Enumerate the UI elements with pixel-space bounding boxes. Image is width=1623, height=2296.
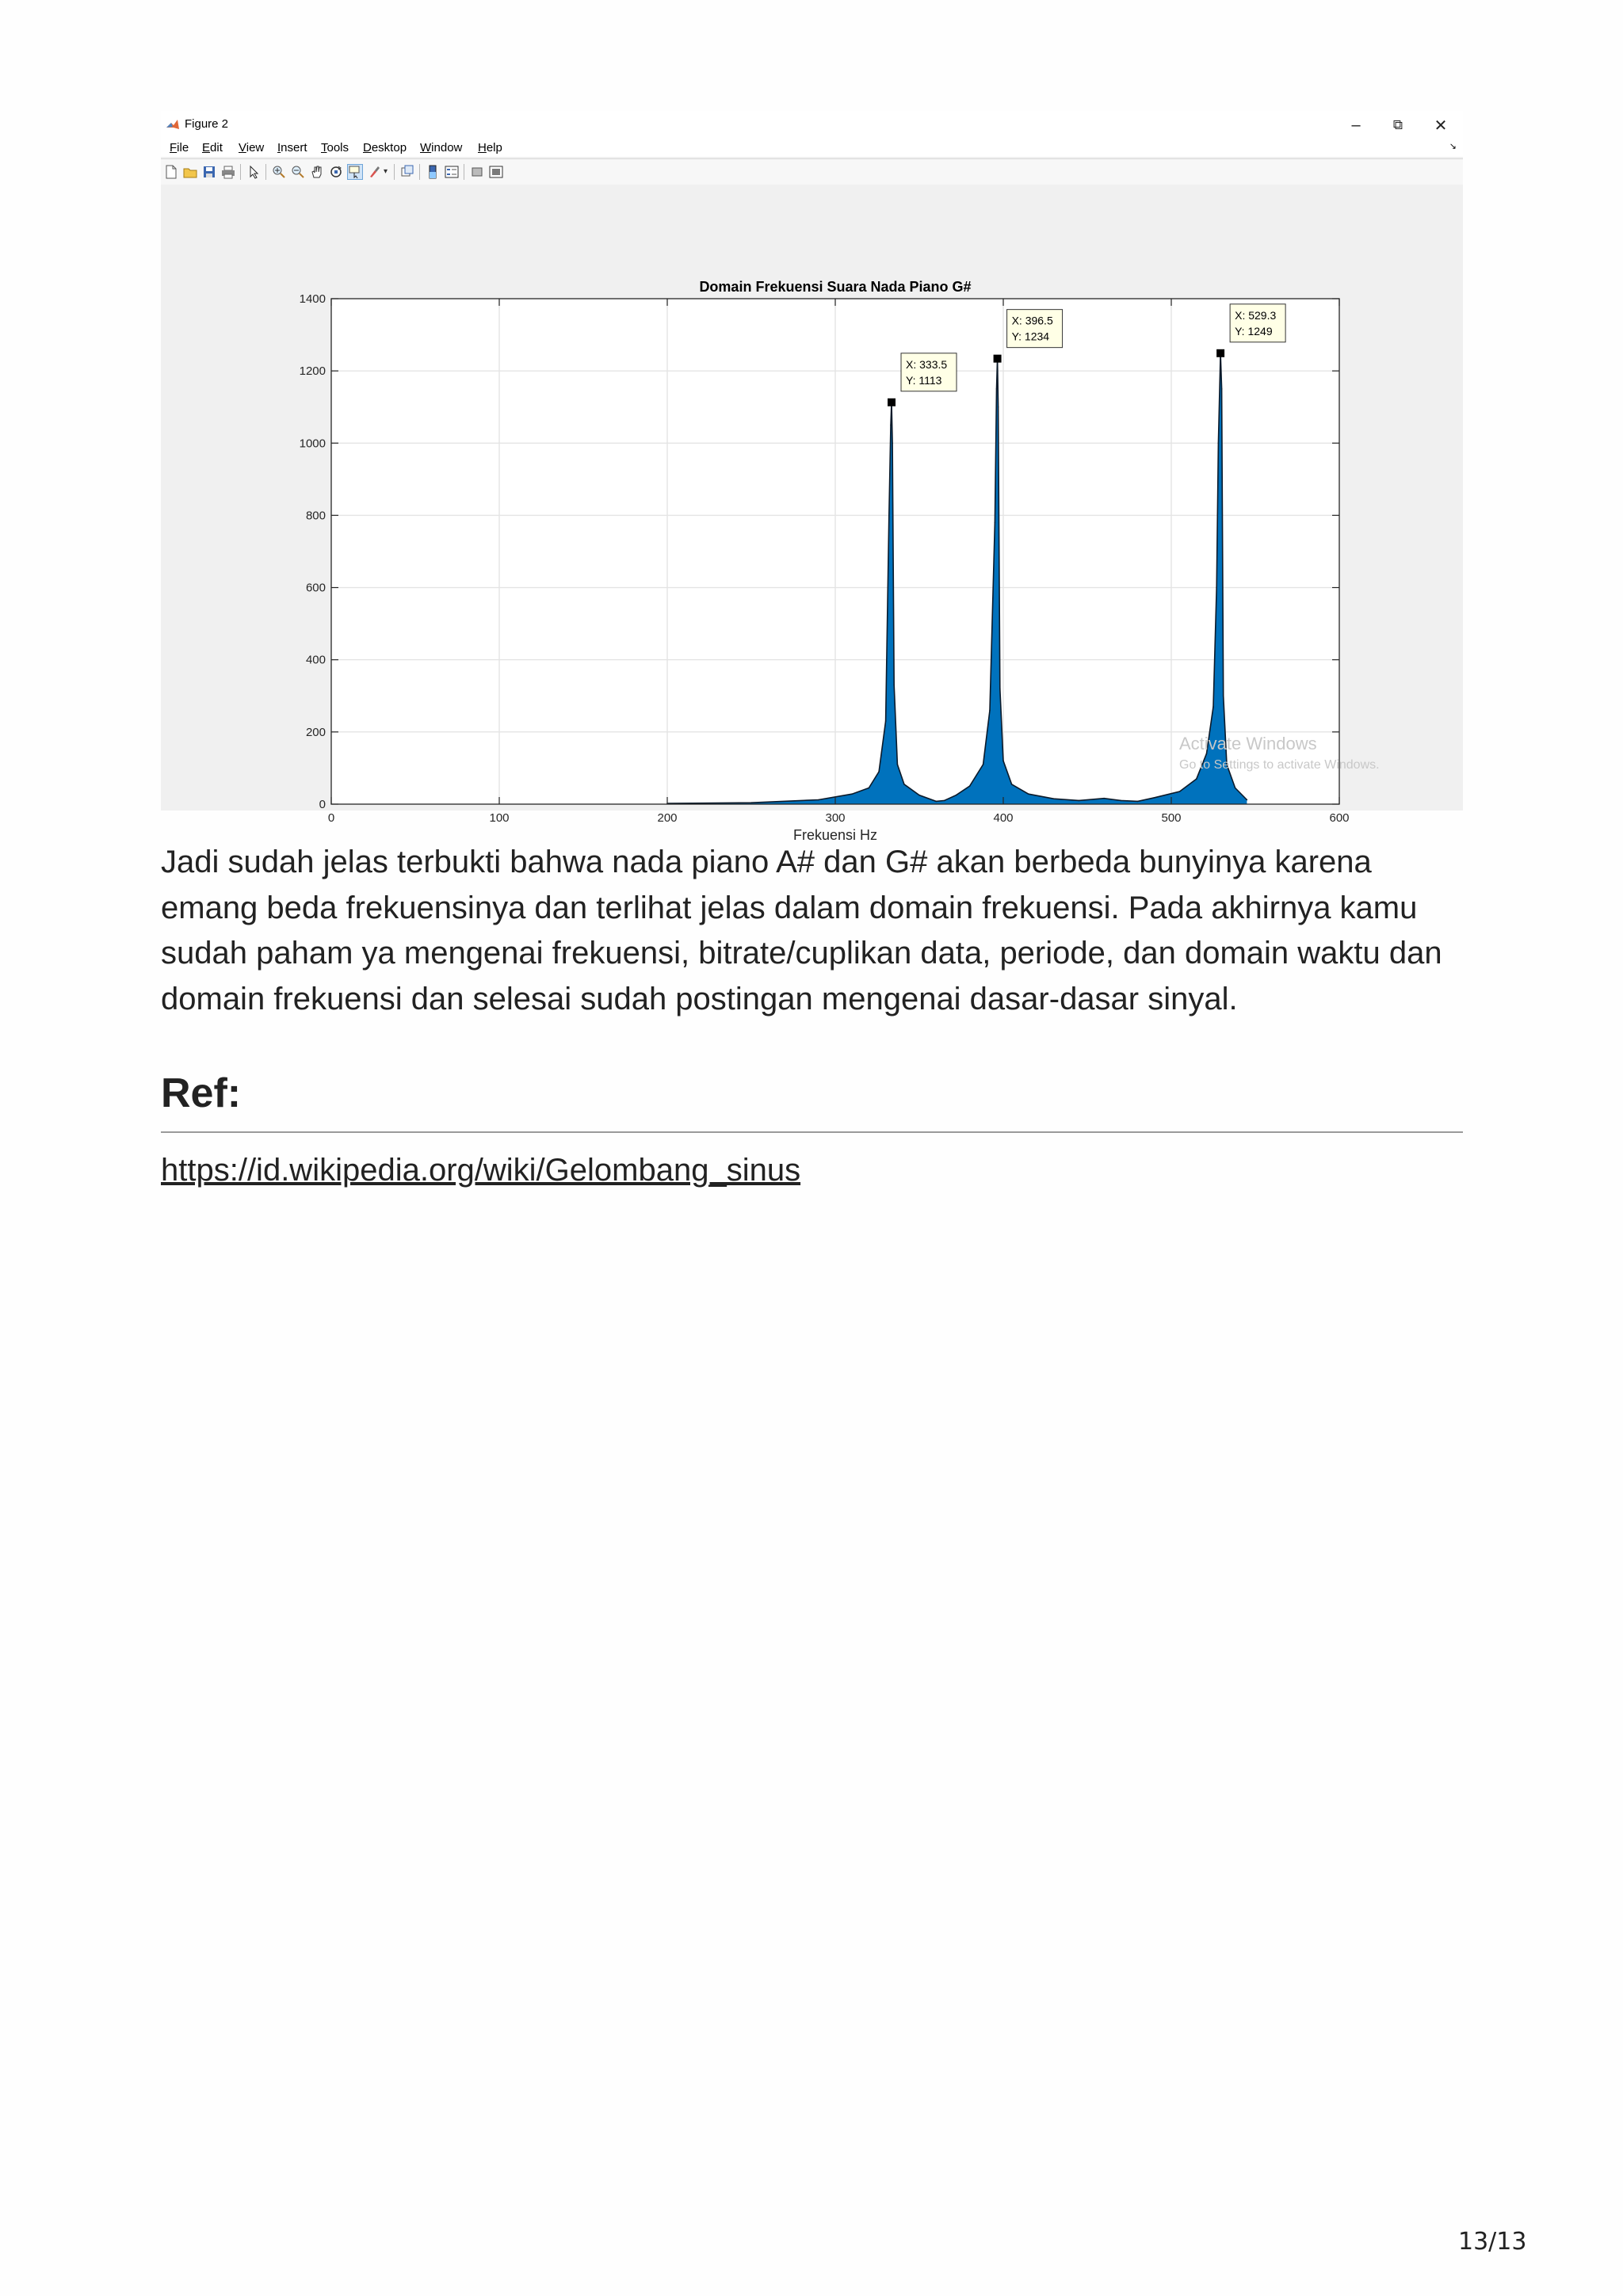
x-tick-label: 200 <box>657 811 678 825</box>
minimize-button[interactable]: – <box>1351 116 1361 134</box>
x-axis-label: Frekuensi Hz <box>792 827 878 843</box>
data-point <box>1223 696 1224 697</box>
toolbar-separator <box>265 164 266 180</box>
figure-window <box>161 111 1463 843</box>
data-point <box>1235 788 1236 789</box>
data-point <box>893 685 895 686</box>
menu-desktop-mnemonic: D <box>363 141 372 154</box>
toolbar-separator <box>394 164 395 180</box>
chart-title: Domain Frekuensi Suara Nada Piano G# <box>699 279 972 295</box>
menu-tools-rest: ools <box>327 141 349 154</box>
window-title: Figure 2 <box>185 117 229 131</box>
data-point <box>869 788 870 789</box>
y-tick-label: 1400 <box>299 292 326 306</box>
edit-plot-icon[interactable] <box>246 165 261 179</box>
colorbar-icon[interactable] <box>426 165 440 179</box>
dock-arrow-icon[interactable]: ↘ <box>1449 142 1457 151</box>
plot-area <box>161 185 1463 843</box>
zoom-in-icon[interactable] <box>272 165 286 179</box>
menu-window-rest: indow <box>431 141 463 154</box>
data-point <box>969 785 971 787</box>
menu-edit[interactable] <box>202 141 223 154</box>
frequency-chart[interactable] <box>161 185 1463 843</box>
data-point <box>888 515 890 517</box>
menu-tools[interactable] <box>321 141 349 154</box>
menu-tools-mnemonic: T <box>321 141 327 154</box>
brush-icon[interactable] <box>367 165 381 179</box>
data-point <box>878 771 880 772</box>
rotate-3d-icon[interactable] <box>329 165 343 179</box>
menu-window-mnemonic: W <box>420 141 432 154</box>
data-point <box>998 406 999 408</box>
close-button[interactable]: ✕ <box>1434 116 1448 135</box>
title-bar <box>161 111 1463 139</box>
x-tick-label: 0 <box>327 811 335 825</box>
open-file-icon[interactable] <box>183 165 197 179</box>
data-point <box>1011 784 1013 785</box>
datatip-y-label: Y: 1234 <box>1011 330 1050 343</box>
y-tick-label: 0 <box>319 798 326 811</box>
data-point <box>983 764 984 765</box>
data-point <box>897 764 899 765</box>
datatip-marker <box>1216 349 1224 357</box>
link-plot-icon[interactable] <box>400 165 414 179</box>
data-point <box>885 720 887 722</box>
watermark-line1: Activate Windows <box>1179 734 1317 753</box>
data-point <box>1212 706 1214 707</box>
data-point <box>918 795 920 796</box>
data-point <box>1154 797 1155 799</box>
zoom-out-icon[interactable] <box>291 165 305 179</box>
restore-button[interactable]: ⧉ <box>1392 117 1403 132</box>
pan-icon[interactable] <box>310 165 324 179</box>
menu-file-rest: ile <box>177 141 189 154</box>
menu-edit-rest: dit <box>210 141 223 154</box>
data-point <box>1028 793 1029 795</box>
datatip-x-label: X: 333.5 <box>906 357 948 371</box>
datatip-x-label: X: 529.3 <box>1235 308 1277 322</box>
new-figure-icon[interactable] <box>164 165 178 179</box>
menu-window[interactable] <box>420 141 462 154</box>
x-tick-label: 400 <box>993 811 1014 825</box>
data-point <box>1247 799 1248 801</box>
print-icon[interactable] <box>221 165 235 179</box>
menu-file[interactable] <box>170 141 189 154</box>
y-tick-label: 200 <box>305 725 326 739</box>
data-point <box>999 688 1001 689</box>
data-point <box>818 799 819 801</box>
datatip-marker <box>994 355 1002 363</box>
menu-view[interactable] <box>239 141 264 154</box>
data-point <box>1053 798 1055 799</box>
data-point <box>1079 800 1080 802</box>
y-tick-label: 1000 <box>299 437 326 451</box>
legend-icon[interactable] <box>445 165 459 179</box>
y-tick-label: 400 <box>305 653 326 667</box>
menu-bar <box>161 139 1463 157</box>
data-point <box>1002 761 1004 762</box>
matlab-icon <box>166 118 180 132</box>
x-tick-label: 600 <box>1329 811 1350 825</box>
datatip-marker <box>888 399 896 406</box>
data-point <box>1196 778 1197 780</box>
y-tick-label: 800 <box>305 509 326 523</box>
data-point <box>935 801 937 803</box>
data-point <box>996 388 998 390</box>
datatip-y-label: Y: 1113 <box>906 373 942 387</box>
data-point <box>903 784 905 785</box>
menu-help-rest: elp <box>486 141 502 154</box>
y-tick-label: 1200 <box>299 364 326 379</box>
x-tick-label: 300 <box>825 811 846 825</box>
x-tick-label: 100 <box>489 811 510 825</box>
page-number: 13/13 <box>1458 2228 1527 2256</box>
menu-help-mnemonic: H <box>478 141 487 154</box>
ref-heading: Ref: <box>161 1070 242 1116</box>
toolbar-separator <box>240 164 241 180</box>
menu-insert-rest: nsert <box>281 141 307 154</box>
data-point <box>1179 791 1181 792</box>
datatip-y-label: Y: 1249 <box>1235 324 1273 338</box>
show-plot-tools-icon[interactable] <box>489 165 503 179</box>
data-point <box>1137 801 1139 803</box>
hide-plot-tools-icon[interactable] <box>470 165 484 179</box>
data-cursor-icon[interactable] <box>348 165 362 179</box>
data-point <box>851 793 853 795</box>
data-point <box>1121 800 1122 802</box>
menu-edit-mnemonic: E <box>202 141 211 154</box>
menu-insert-mnemonic: I <box>277 141 281 154</box>
menu-view-rest: iew <box>246 141 265 154</box>
toolbar-separator <box>419 164 420 180</box>
data-point <box>1103 798 1105 799</box>
data-point <box>892 443 893 444</box>
data-point <box>1218 443 1220 444</box>
data-point <box>1216 587 1217 589</box>
data-point <box>995 522 996 524</box>
menu-desktop-rest: esktop <box>371 141 407 154</box>
data-point <box>750 802 752 803</box>
figure-toolbar <box>161 158 1463 185</box>
save-icon[interactable] <box>202 165 216 179</box>
menu-view-mnemonic: V <box>239 141 246 154</box>
watermark-line2: Go to Settings to activate Windows. <box>1179 758 1380 772</box>
datatip-x-label: X: 396.5 <box>1011 314 1053 327</box>
brush-dropdown-icon[interactable]: ▾ <box>384 167 388 176</box>
data-point <box>989 710 991 711</box>
menu-help[interactable] <box>478 141 502 154</box>
ref-link[interactable]: https://id.wikipedia.org/wiki/Gelombang_sinus <box>161 1153 801 1188</box>
y-tick-label: 600 <box>305 581 326 595</box>
data-point <box>944 800 945 802</box>
heading-divider <box>161 1131 1463 1133</box>
data-point <box>1221 388 1223 390</box>
body-paragraph: Jadi sudah jelas terbukti bahwa nada piano A# dan G# akan berbeda bunyinya karena emang beda frekuensinya dan terlihat jelas dalam domain frekuensi. Pada akhirnya kamu sudah paham ya mengenai frekuensi, bitrate/cuplikan data, periode, dan domain waktu dan domain frekuensi dan selesai sudah postingan mengenai dasar-dasar sinyal. <box>161 845 1442 1016</box>
data-point <box>890 425 892 426</box>
menu-insert[interactable] <box>277 141 307 154</box>
menu-file-mnemonic: F <box>170 141 178 154</box>
x-tick-label: 500 <box>1161 811 1182 825</box>
data-point <box>956 795 957 796</box>
menu-desktop[interactable] <box>363 141 407 154</box>
